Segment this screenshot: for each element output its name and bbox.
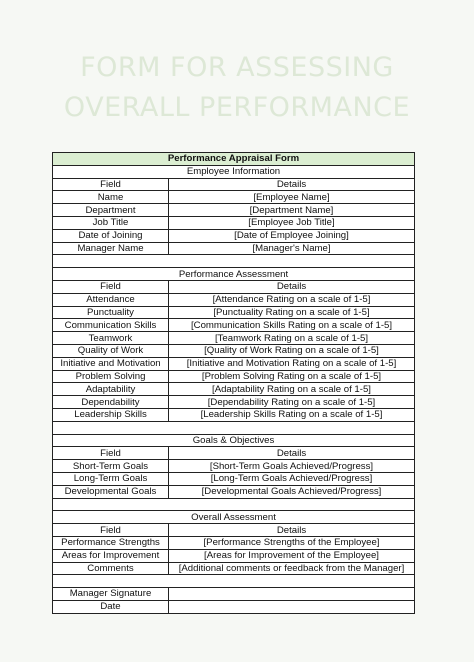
table-row <box>53 191 415 204</box>
field-details[interactable]: [Additional comments or feedback from the Manager] <box>169 562 415 575</box>
table-row <box>53 396 415 409</box>
field-details[interactable]: [Problem Solving Rating on a scale of 1-5] <box>169 370 415 383</box>
table-row <box>53 370 415 383</box>
field-details[interactable]: [Communication Skills Rating on a scale of 1-5] <box>169 319 415 332</box>
page-title-line-1: FORM FOR ASSESSING <box>80 52 394 83</box>
table-row <box>53 242 415 255</box>
section-title-row <box>53 268 415 281</box>
field-label: Punctuality <box>53 306 169 319</box>
field-label: Performance Strengths <box>53 536 169 549</box>
field-details[interactable]: [Dependability Rating on a scale of 1-5] <box>169 396 415 409</box>
table-row <box>53 485 415 498</box>
field-details[interactable]: [Attendance Rating on a scale of 1-5] <box>169 293 415 306</box>
signature-label: Manager Signature <box>53 588 169 601</box>
field-details[interactable]: [Initiative and Motivation Rating on a scale of 1-5] <box>169 357 415 370</box>
field-details[interactable]: [Department Name] <box>169 204 415 217</box>
table-row <box>53 204 415 217</box>
field-label: Department <box>53 204 169 217</box>
field-label: Adaptability <box>53 383 169 396</box>
field-details[interactable]: [Leadership Skills Rating on a scale of 1-5] <box>169 408 415 421</box>
column-header-details: Details <box>169 447 415 460</box>
table-row <box>53 460 415 473</box>
table-row <box>53 383 415 396</box>
blank-row <box>53 575 415 588</box>
field-details[interactable]: [Quality of Work Rating on a scale of 1-5] <box>169 344 415 357</box>
field-details[interactable]: [Long-Term Goals Achieved/Progress] <box>169 472 415 485</box>
field-label: Problem Solving <box>53 370 169 383</box>
table-row <box>53 306 415 319</box>
field-details[interactable]: [Punctuality Rating on a scale of 1-5] <box>169 306 415 319</box>
table-row <box>53 332 415 345</box>
field-details[interactable]: [Employee Job Title] <box>169 216 415 229</box>
field-label: Quality of Work <box>53 344 169 357</box>
blank-cell <box>53 498 415 511</box>
form-title: Performance Appraisal Form <box>53 153 415 166</box>
blank-cell <box>53 255 415 268</box>
field-label: Attendance <box>53 293 169 306</box>
table-row <box>53 549 415 562</box>
table-row <box>53 293 415 306</box>
table-row <box>53 472 415 485</box>
blank-cell <box>53 575 415 588</box>
table-row <box>53 319 415 332</box>
field-label: Short-Term Goals <box>53 460 169 473</box>
field-details[interactable]: [Adaptability Rating on a scale of 1-5] <box>169 383 415 396</box>
field-label: Areas for Improvement <box>53 549 169 562</box>
section-title-row <box>53 434 415 447</box>
column-header-field: Field <box>53 524 169 537</box>
section-title-employee: Employee Information <box>53 165 415 178</box>
field-label: Teamwork <box>53 332 169 345</box>
section-title-row <box>53 511 415 524</box>
column-header-row <box>53 524 415 537</box>
field-details[interactable]: [Short-Term Goals Achieved/Progress] <box>169 460 415 473</box>
table-row <box>53 536 415 549</box>
table-row <box>53 216 415 229</box>
column-header-row <box>53 280 415 293</box>
field-details[interactable]: [Date of Employee Joining] <box>169 229 415 242</box>
column-header-field: Field <box>53 280 169 293</box>
field-details[interactable]: [Employee Name] <box>169 191 415 204</box>
date-label: Date <box>53 600 169 613</box>
field-label: Job Title <box>53 216 169 229</box>
column-header-field: Field <box>53 178 169 191</box>
section-title-row <box>53 165 415 178</box>
column-header-details: Details <box>169 280 415 293</box>
section-title-goals: Goals & Objectives <box>53 434 415 447</box>
field-details[interactable]: [Areas for Improvement of the Employee] <box>169 549 415 562</box>
section-title-overall: Overall Assessment <box>53 511 415 524</box>
blank-cell <box>53 421 415 434</box>
column-header-details: Details <box>169 524 415 537</box>
date-row <box>53 600 415 613</box>
table-row <box>53 357 415 370</box>
column-header-details: Details <box>169 178 415 191</box>
field-details[interactable]: [Teamwork Rating on a scale of 1-5] <box>169 332 415 345</box>
table-row <box>53 344 415 357</box>
section-title-performance: Performance Assessment <box>53 268 415 281</box>
column-header-row <box>53 447 415 460</box>
table-row <box>53 562 415 575</box>
field-details[interactable]: [Performance Strengths of the Employee] <box>169 536 415 549</box>
column-header-field: Field <box>53 447 169 460</box>
field-label: Date of Joining <box>53 229 169 242</box>
field-label: Name <box>53 191 169 204</box>
field-details[interactable]: [Developmental Goals Achieved/Progress] <box>169 485 415 498</box>
field-label: Developmental Goals <box>53 485 169 498</box>
blank-row <box>53 421 415 434</box>
field-label: Dependability <box>53 396 169 409</box>
signature-row <box>53 588 415 601</box>
blank-row <box>53 498 415 511</box>
page-title-line-2: OVERALL PERFORMANCE <box>63 92 411 123</box>
field-label: Long-Term Goals <box>53 472 169 485</box>
field-label: Manager Name <box>53 242 169 255</box>
field-label: Comments <box>53 562 169 575</box>
date-field[interactable] <box>169 600 415 613</box>
field-label: Initiative and Motivation <box>53 357 169 370</box>
table-row <box>53 408 415 421</box>
appraisal-form-table <box>52 152 415 614</box>
field-label: Communication Skills <box>53 319 169 332</box>
field-label: Leadership Skills <box>53 408 169 421</box>
column-header-row <box>53 178 415 191</box>
signature-field[interactable] <box>169 588 415 601</box>
table-row <box>53 229 415 242</box>
form-title-row <box>53 153 415 166</box>
field-details[interactable]: [Manager's Name] <box>169 242 415 255</box>
blank-row <box>53 255 415 268</box>
